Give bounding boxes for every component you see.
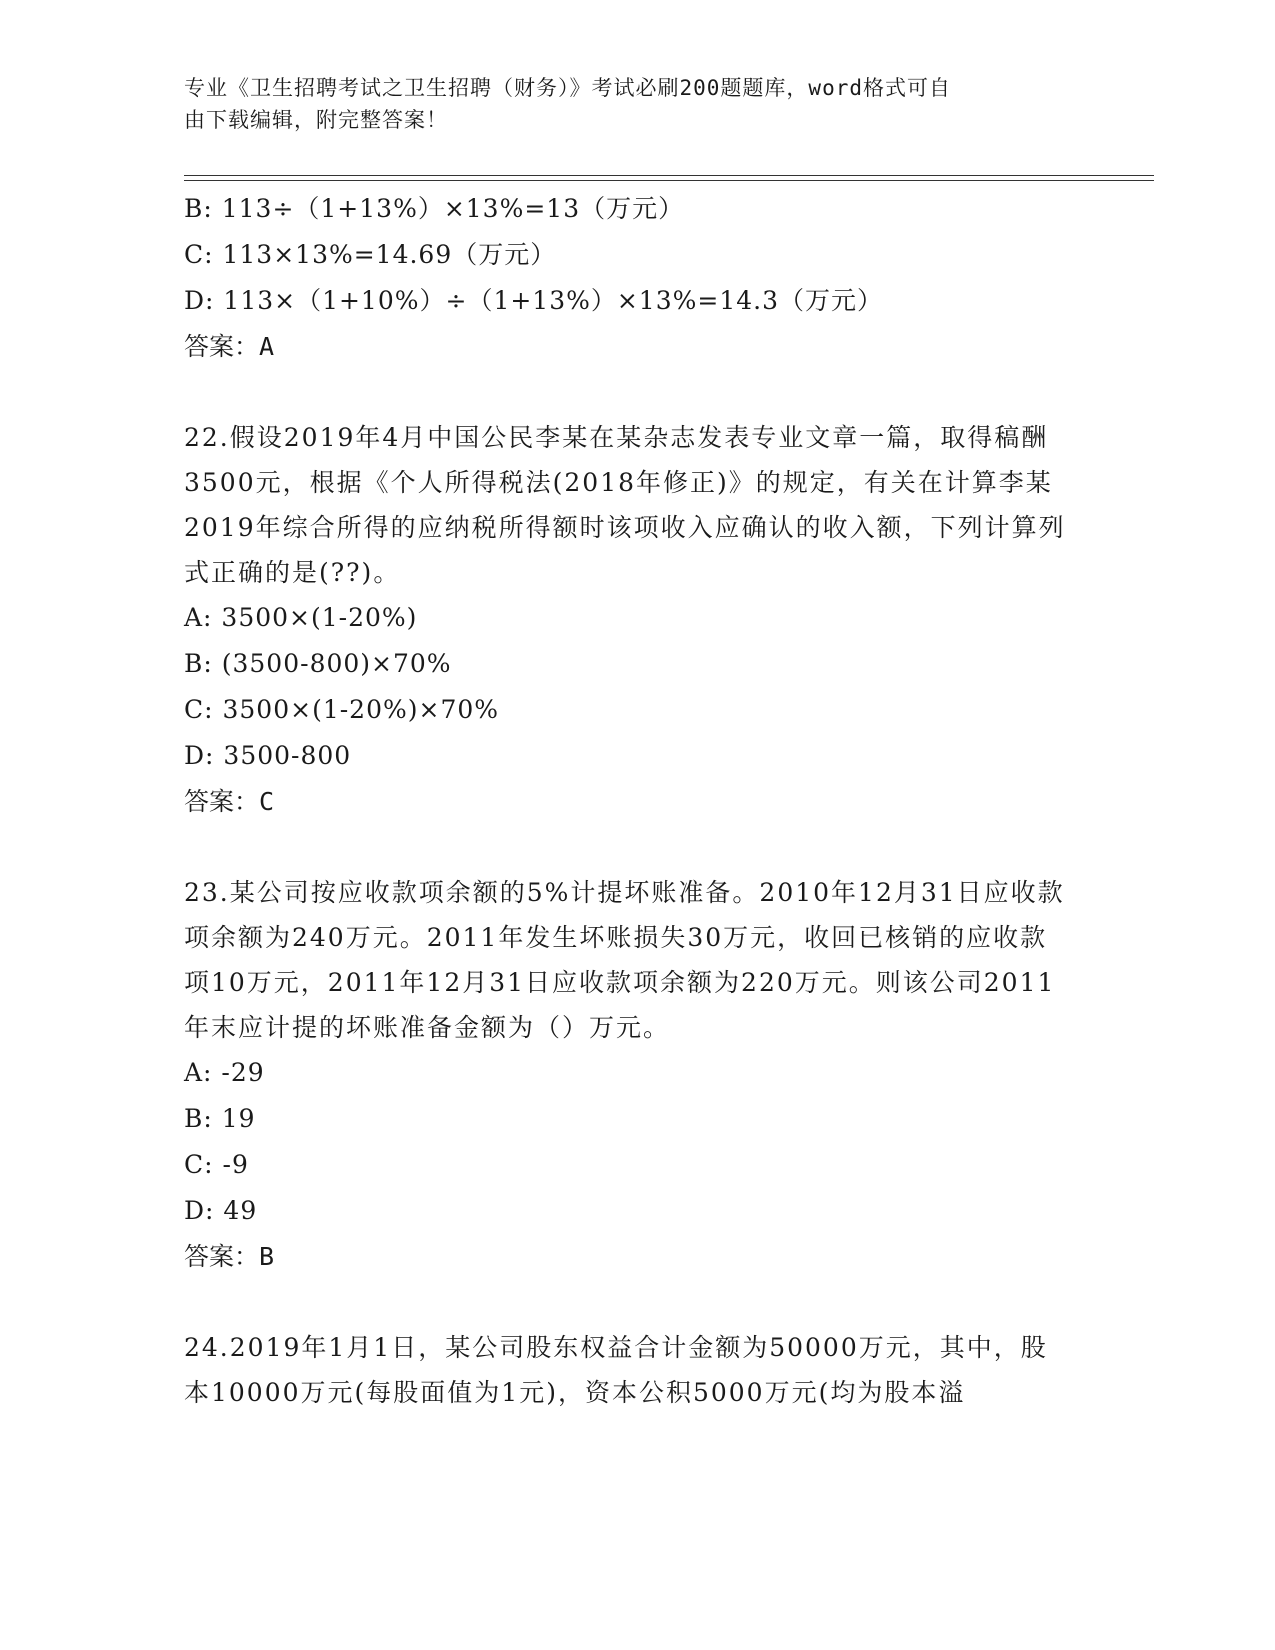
question-21 xyxy=(184,186,1084,370)
answer: 答案：A xyxy=(184,332,275,361)
question-22 xyxy=(184,415,1084,825)
header-divider-bottom xyxy=(184,180,1154,181)
option-c: C: -9 xyxy=(184,1150,249,1179)
question-stem: 22.假设2019年4月中国公民李某在某杂志发表专业文章一篇，取得稿酬3500元，根据《个人所得税法(2018年修正)》的规定，有关在计算李某2019年综合所得的应纳税所得额时该项收入应确认的收入额，下列计算列式正确的是(??)。 xyxy=(184,423,1066,587)
header-title-line-2: 由下载编辑，附完整答案！ xyxy=(184,108,448,132)
option-d: D: 113×（1+10%）÷（1+13%）×13%=14.3（万元） xyxy=(184,286,883,315)
questions-content xyxy=(184,186,1084,1415)
answer: 答案：C xyxy=(184,787,275,816)
question-23 xyxy=(184,870,1084,1280)
option-a: A: 3500×(1-20%) xyxy=(184,603,418,632)
option-a: A: -29 xyxy=(184,1058,265,1087)
option-c: C: 113×13%=14.69（万元） xyxy=(184,240,557,269)
option-b: B: (3500-800)×70% xyxy=(184,649,452,678)
question-stem: 23.某公司按应收款项余额的5%计提坏账准备。2010年12月31日应收款项余额为240万元。2011年发生坏账损失30万元，收回已核销的应收款项10万元，2011年12月31日应收款项余额为220万元。则该公司2011年末应计提的坏账准备金额为（）万元。 xyxy=(184,878,1065,1042)
header-title-line-1: 专业《卫生招聘考试之卫生招聘（财务）》考试必刷200题题库，word格式可自 xyxy=(184,76,951,100)
question-24 xyxy=(184,1325,1084,1415)
option-b: B: 19 xyxy=(184,1104,256,1133)
question-stem: 24.2019年1月1日，某公司股东权益合计金额为50000万元，其中，股本10000万元(每股面值为1元)，资本公积5000万元(均为股本溢 xyxy=(184,1333,1048,1407)
option-c: C: 3500×(1-20%)×70% xyxy=(184,695,500,724)
spacer xyxy=(184,825,1084,870)
header-divider-top xyxy=(184,175,1154,176)
spacer xyxy=(184,1280,1084,1325)
answer: 答案：B xyxy=(184,1242,275,1271)
option-d: D: 49 xyxy=(184,1196,258,1225)
option-d: D: 3500-800 xyxy=(184,741,352,770)
document-header xyxy=(184,72,1064,136)
spacer xyxy=(184,370,1084,415)
option-b: B: 113÷（1+13%）×13%=13（万元） xyxy=(184,194,685,223)
